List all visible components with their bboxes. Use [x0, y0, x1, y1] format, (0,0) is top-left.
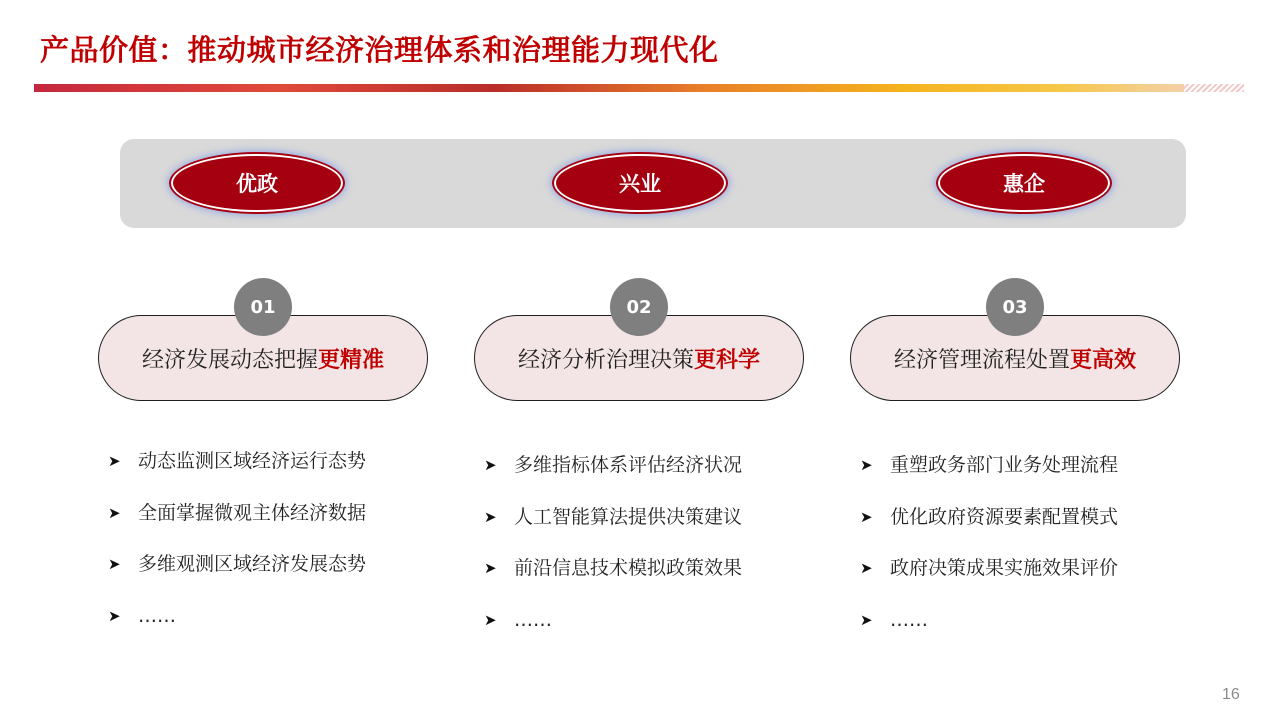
value-pill-youzheng: 优政 — [171, 154, 343, 212]
bullet-text: 全面掌握微观主体经济数据 — [138, 501, 367, 524]
arrowhead-right-icon: ➤ — [484, 456, 497, 474]
bullet-list — [484, 451, 814, 657]
arrowhead-right-icon: ➤ — [484, 507, 497, 526]
heading-main-text: 经济发展动态把握 — [141, 347, 318, 373]
bullet-item — [108, 602, 438, 654]
heading-highlight-text: 更高效 — [1070, 347, 1137, 373]
bullet-list — [108, 447, 438, 653]
bullet-item — [860, 606, 1190, 658]
arrowhead-right-icon: ➤ — [484, 610, 497, 629]
bullet-item — [860, 503, 1190, 555]
arrowhead-right-icon: ➤ — [108, 555, 121, 573]
arrowhead-right-icon: ➤ — [108, 606, 121, 625]
bullet-text: 动态监测区域经济运行态势 — [138, 450, 367, 472]
bullet-text: 前沿信息技术模拟政策效果 — [514, 557, 743, 579]
bullet-item — [860, 451, 1190, 503]
bullet-list — [860, 451, 1190, 657]
bullet-text: 多维观测区域经济发展态势 — [138, 553, 367, 575]
arrowhead-right-icon: ➤ — [860, 507, 873, 526]
heading-main-text: 经济管理流程处置 — [893, 347, 1070, 373]
slide-title: 产品价值：推动城市经济治理体系和治理能力现代化 — [40, 33, 719, 67]
heading-highlight-text: 更精准 — [318, 347, 385, 373]
arrowhead-right-icon: ➤ — [860, 559, 873, 577]
header-decorative-bar — [34, 84, 1244, 92]
bullet-item — [108, 550, 438, 602]
bullet-item — [484, 606, 814, 658]
page-number: 16 — [1222, 686, 1240, 703]
arrowhead-right-icon: ➤ — [108, 452, 121, 470]
arrowhead-right-icon: ➤ — [860, 610, 873, 629]
bullet-item — [484, 503, 814, 555]
number-badge: 02 — [610, 278, 668, 336]
heading-main-text: 经济分析治理决策 — [517, 347, 694, 373]
bullet-text: 多维指标体系评估经济状况 — [514, 454, 743, 476]
arrowhead-right-icon: ➤ — [108, 503, 121, 522]
heading-highlight-text: 更科学 — [694, 347, 761, 373]
bullet-text: …… — [514, 608, 552, 631]
value-pill-huiqi: 惠企 — [938, 154, 1110, 212]
number-badge: 01 — [234, 278, 292, 336]
number-badge: 03 — [986, 278, 1044, 336]
arrowhead-right-icon: ➤ — [484, 559, 497, 577]
bullet-item — [108, 499, 438, 551]
bullet-item — [484, 554, 814, 606]
bullet-text: 人工智能算法提供决策建议 — [514, 505, 743, 528]
arrowhead-right-icon: ➤ — [860, 456, 873, 474]
bullet-text: 政府决策成果实施效果评价 — [890, 557, 1119, 579]
bullet-text: …… — [138, 604, 176, 627]
bullet-item — [484, 451, 814, 503]
value-pill-xingye: 兴业 — [554, 154, 726, 212]
bullet-text: …… — [890, 608, 928, 631]
bullet-item — [108, 447, 438, 499]
bullet-item — [860, 554, 1190, 606]
bullet-text: 重塑政务部门业务处理流程 — [890, 454, 1119, 476]
bullet-text: 优化政府资源要素配置模式 — [890, 505, 1119, 528]
